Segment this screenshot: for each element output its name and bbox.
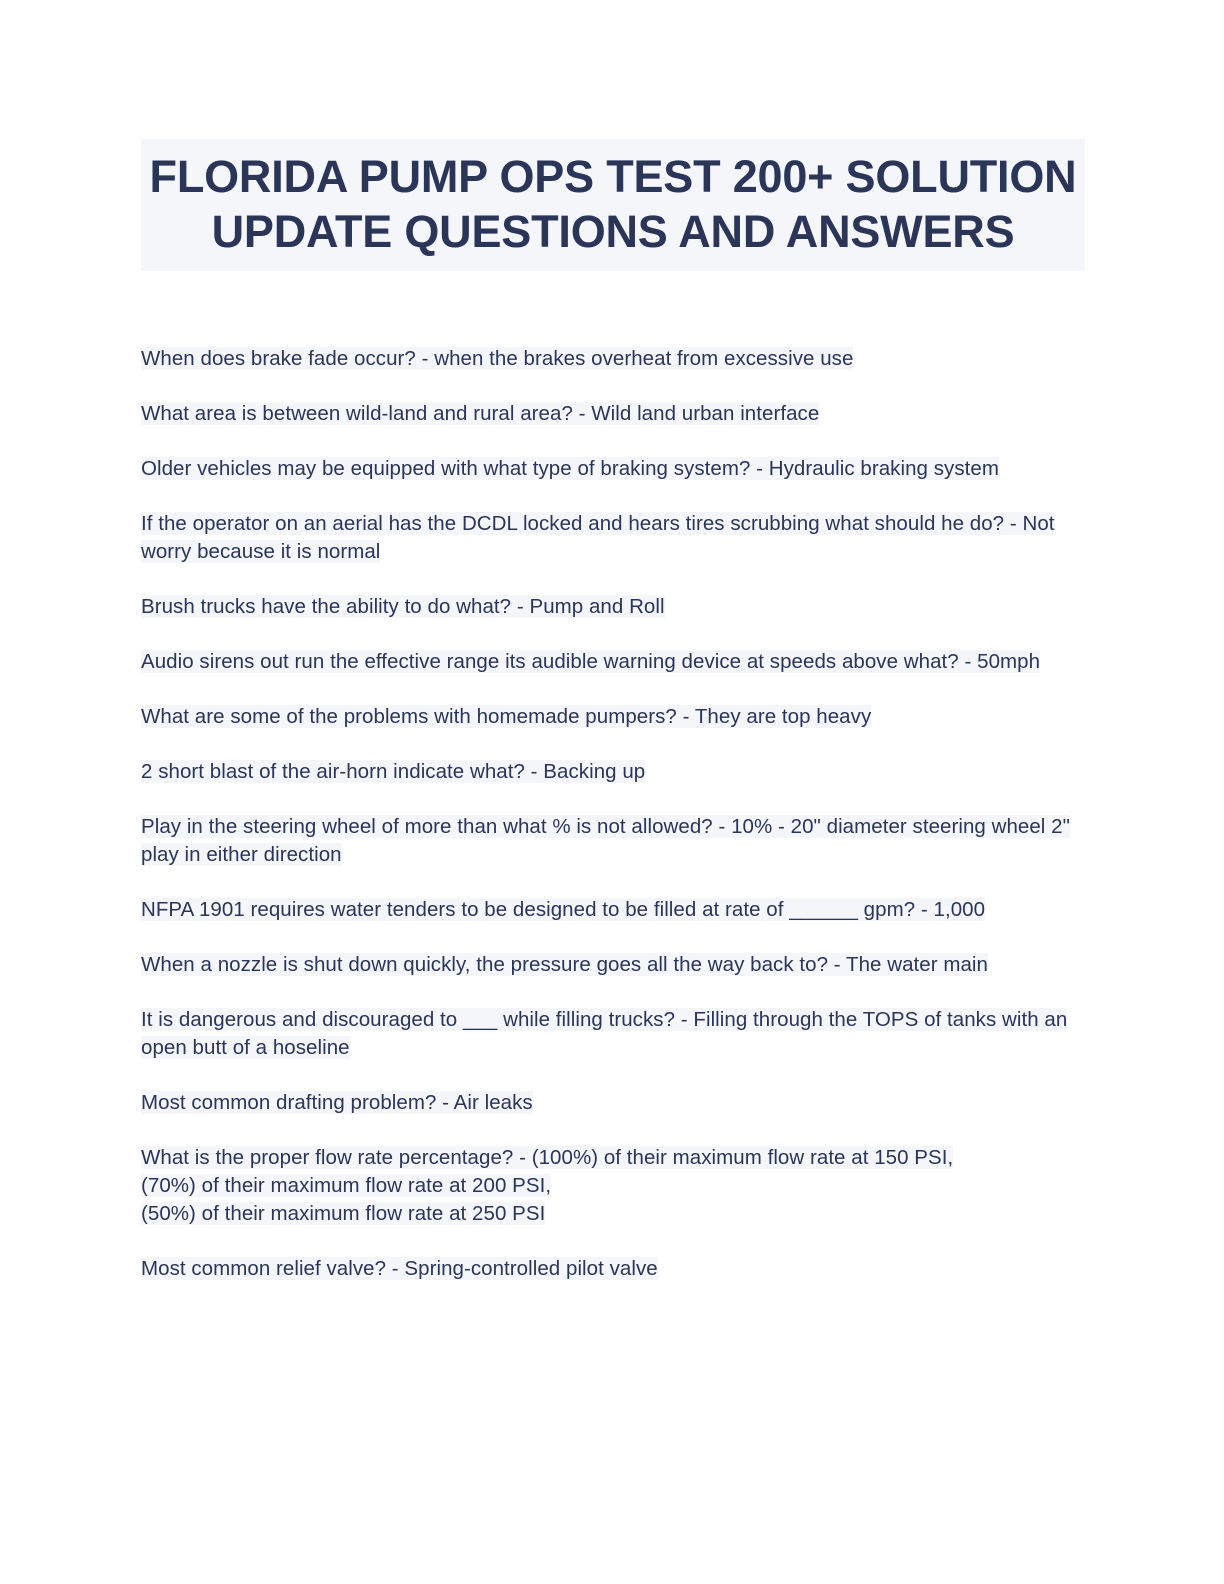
qa-text: What is the proper flow rate percentage? - (100%) of their maximum flow rate at 150 PSI, [141,1146,954,1169]
qa-text: It is dangerous and discouraged to ___ while filling trucks? - Filling through the TOPS of tanks with an open butt of a hoseline [141,1008,1068,1059]
qa-text: Brush trucks have the ability to do what? - Pump and Roll [141,595,665,618]
qa-text: When a nozzle is shut down quickly, the pressure goes all the way back to? - The water main [141,953,988,976]
qa-text: What area is between wild-land and rural area? - Wild land urban interface [141,402,820,425]
qa-item [141,593,1073,621]
qa-text: Most common drafting problem? - Air leaks [141,1091,533,1114]
qa-text: (70%) of their maximum flow rate at 200 PSI, [141,1174,552,1197]
qa-item [141,813,1073,869]
qa-item [141,455,1073,483]
qa-item [141,1255,1073,1283]
qa-item [141,703,1073,731]
qa-item [141,510,1073,566]
qa-item [141,1144,1073,1228]
qa-text: (50%) of their maximum flow rate at 250 PSI [141,1202,546,1225]
qa-text: When does brake fade occur? - when the brakes overheat from excessive use [141,347,854,370]
qa-text: Play in the steering wheel of more than what % is not allowed? - 10% - 20" diameter steering wheel 2" play in either direction [141,815,1070,866]
qa-item [141,1006,1073,1062]
qa-text: 2 short blast of the air-horn indicate what? - Backing up [141,760,646,783]
qa-text: NFPA 1901 requires water tenders to be designed to be filled at rate of ______ gpm? - 1,000 [141,898,986,921]
qa-text: What are some of the problems with homemade pumpers? - They are top heavy [141,705,872,728]
qa-item [141,758,1073,786]
page-title: FLORIDA PUMP OPS TEST 200+ SOLUTION UPDATE QUESTIONS AND ANSWERS [141,139,1085,271]
qa-item [141,400,1073,428]
qa-item [141,896,1073,924]
qa-item [141,1089,1073,1117]
qa-text: Older vehicles may be equipped with what type of braking system? - Hydraulic braking system [141,457,999,480]
qa-item [141,648,1073,676]
qa-text: If the operator on an aerial has the DCDL locked and hears tires scrubbing what should he do? - Not worry because it is normal [141,512,1055,563]
qa-text: Most common relief valve? - Spring-controlled pilot valve [141,1257,658,1280]
qa-item [141,951,1073,979]
qa-list [141,345,1073,1283]
qa-item [141,345,1073,373]
qa-text: Audio sirens out run the effective range its audible warning device at speeds above what? - 50mph [141,650,1041,673]
